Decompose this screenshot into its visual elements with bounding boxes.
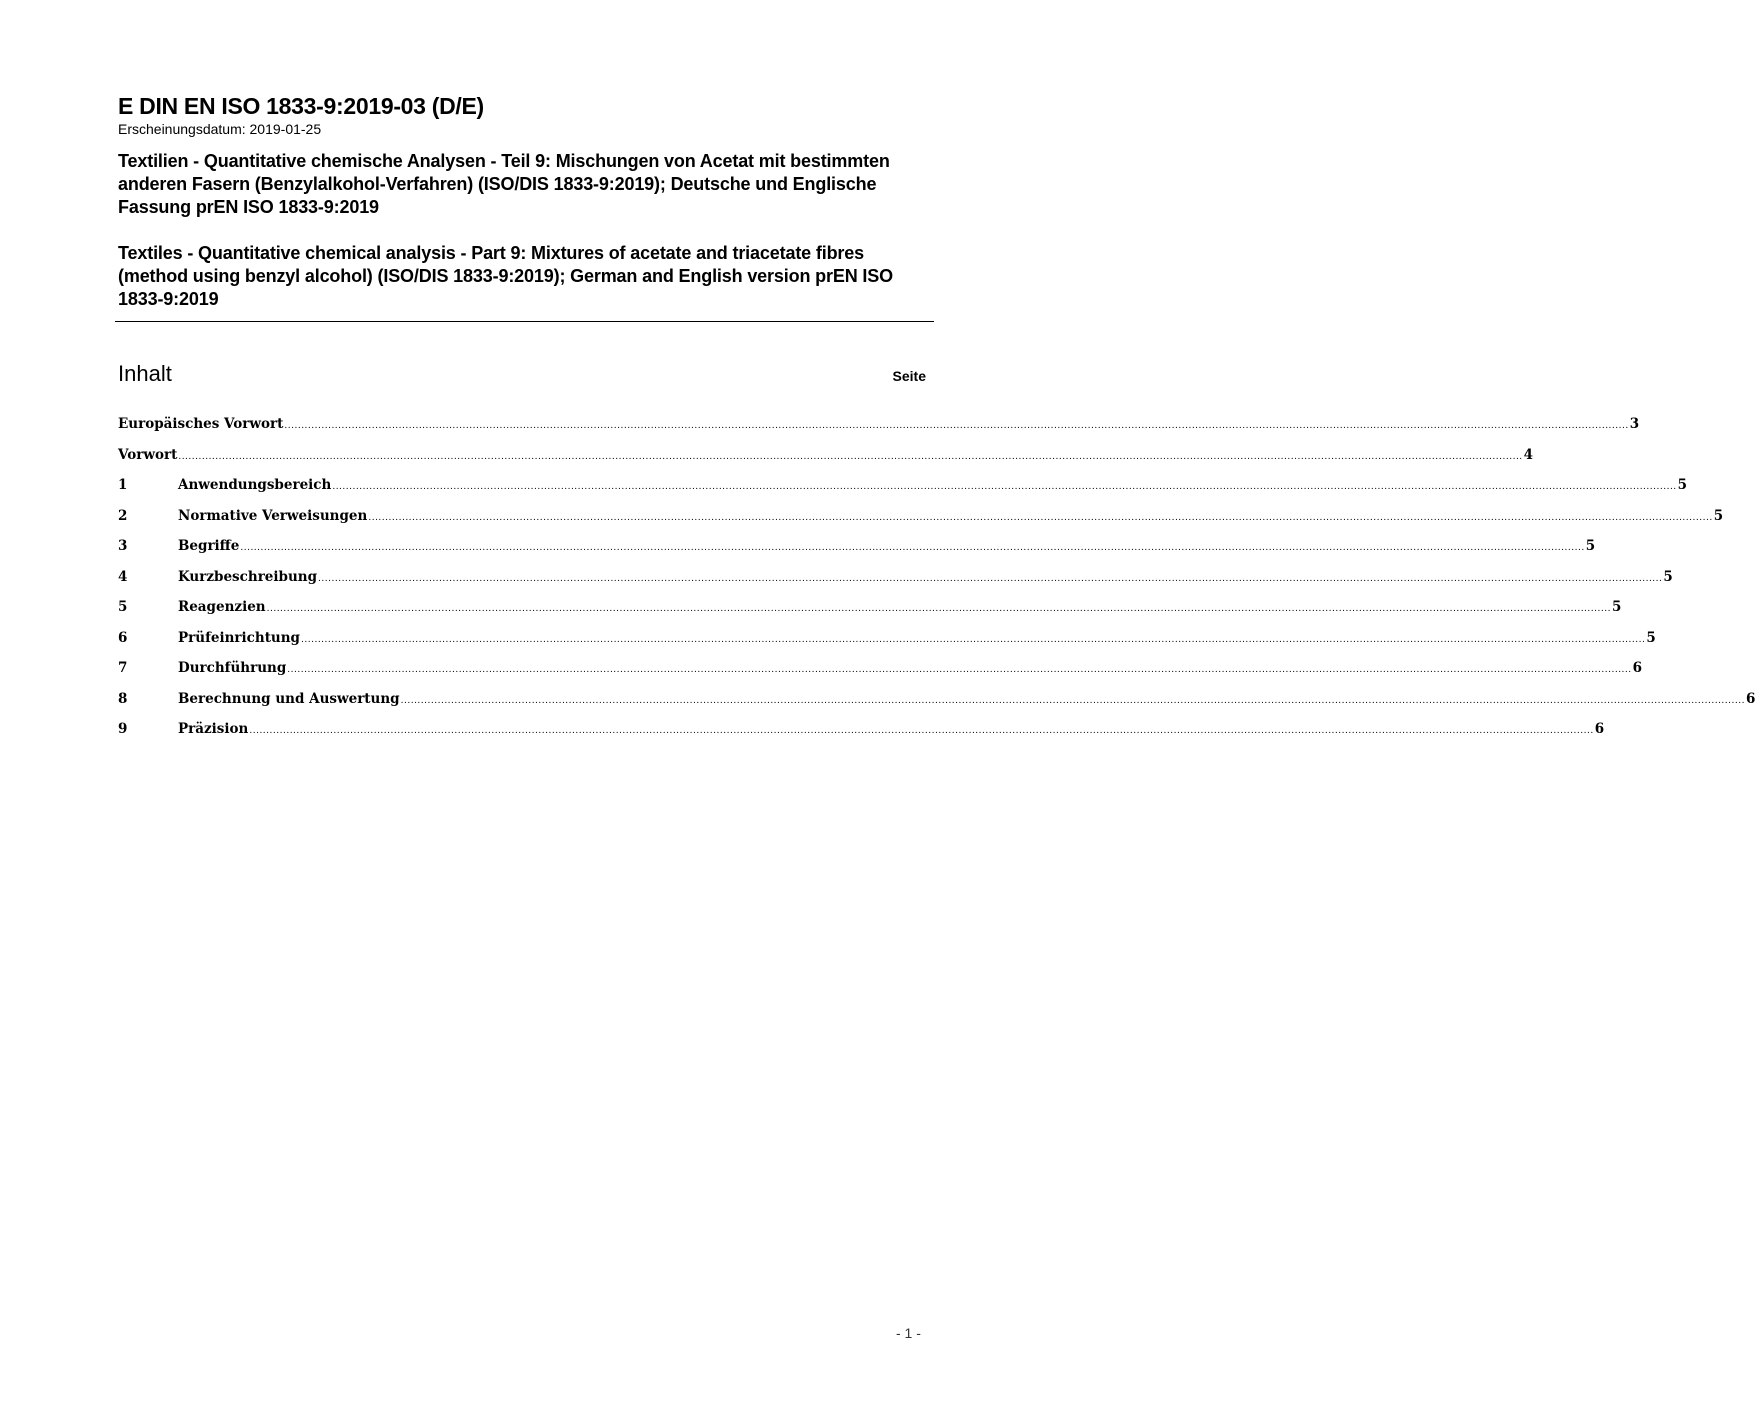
toc-entry-title: Berechnung und Auswertung — [178, 690, 400, 707]
toc-entry-title: Durchführung — [178, 660, 287, 676]
toc-page-label: Seite — [892, 368, 926, 384]
toc-dot-leader: ................................................................................................................................................................................................................................................................................................................................................................................................................ — [287, 665, 1632, 675]
toc-entry-7[interactable] — [118, 660, 1643, 691]
toc-entry-number: 3 — [118, 538, 128, 554]
toc-entry-number: 4 — [118, 568, 128, 585]
toc-entry-title: Reagenzien — [178, 599, 266, 615]
toc-entry-9[interactable] — [118, 721, 1605, 752]
toc-dot-leader: ................................................................................................................................................................................................................................................................................................................................................................................................................ — [318, 573, 1663, 584]
toc-entry-foreword[interactable] — [118, 446, 1534, 478]
toc-entry-title: Kurzbeschreibung — [178, 568, 318, 585]
toc-entry-number: 5 — [118, 599, 128, 615]
toc-entry-8[interactable] — [118, 690, 1755, 722]
toc-entry-page: 5 — [1713, 507, 1724, 524]
toc-entry-page: 5 — [1611, 599, 1622, 615]
toc-entry-title: Begriffe — [178, 538, 240, 554]
document-header — [118, 92, 934, 311]
toc-entry-2[interactable] — [118, 507, 1724, 539]
toc-dot-leader: ................................................................................................................................................................................................................................................................................................................................................................................................................ — [249, 726, 1594, 736]
toc-entry-number: 1 — [118, 477, 128, 493]
toc-entry-title: Normative Verweisungen — [178, 507, 368, 524]
toc-dot-leader: ................................................................................................................................................................................................................................................................................................................................................................................................................ — [368, 512, 1713, 523]
toc-entry-title: Prüfeinrichtung — [178, 629, 301, 646]
toc-entry-title: Vorwort — [118, 446, 178, 463]
toc-dot-leader: ................................................................................................................................................................................................................................................................................................................................................................................................................ — [178, 451, 1523, 462]
toc-header — [118, 361, 926, 387]
toc-entry-page: 3 — [1629, 416, 1640, 432]
toc-dot-leader: ................................................................................................................................................................................................................................................................................................................................................................................................................ — [301, 634, 1646, 645]
table-of-contents — [118, 416, 1755, 752]
toc-entry-4[interactable] — [118, 568, 1673, 600]
toc-entry-page: 5 — [1585, 538, 1596, 554]
toc-entry-number: 8 — [118, 690, 128, 707]
toc-entry-title: Präzision — [178, 721, 249, 737]
toc-entry-page: 5 — [1646, 629, 1656, 646]
document-number: E DIN EN ISO 1833-9:2019-03 (D/E) — [118, 93, 484, 119]
title-german: Textilien - Quantitative chemische Analysen - Teil 9: Mischungen von Acetat mit bestimmten anderen Fasern (Benzylalkohol-Verfahren) (ISO/DIS 1833-9:2019); Deutsche und Englische Fassung prEN ISO 1833-9:2019 — [118, 151, 890, 217]
toc-entry-3[interactable] — [118, 538, 1596, 569]
toc-entry-6[interactable] — [118, 629, 1656, 661]
toc-entry-title: Anwendungsbereich — [178, 477, 332, 493]
toc-entry-number: 9 — [118, 721, 128, 737]
toc-dot-leader: ................................................................................................................................................................................................................................................................................................................................................................................................................ — [284, 421, 1629, 431]
toc-dot-leader: ................................................................................................................................................................................................................................................................................................................................................................................................................ — [400, 695, 1745, 706]
toc-entry-1[interactable] — [118, 477, 1688, 508]
toc-entry-title: Europäisches Vorwort — [118, 416, 284, 432]
title-english: Textiles - Quantitative chemical analysis - Part 9: Mixtures of acetate and triacetate fibres (method using benzyl alcohol) (ISO/DIS 1833-9:2019); German and English version prEN ISO 1833-9:2019 — [118, 243, 893, 309]
toc-dot-leader: ................................................................................................................................................................................................................................................................................................................................................................................................................ — [332, 482, 1677, 492]
toc-heading: Inhalt — [118, 361, 172, 386]
toc-dot-leader: ................................................................................................................................................................................................................................................................................................................................................................................................................ — [240, 543, 1585, 553]
publication-date: Erscheinungsdatum: 2019-01-25 — [118, 121, 322, 137]
toc-entry-number: 2 — [118, 507, 128, 524]
toc-entry-page: 6 — [1745, 690, 1755, 707]
toc-entry-number: 7 — [118, 660, 128, 676]
header-divider — [115, 321, 934, 322]
toc-entry-european-foreword[interactable] — [118, 416, 1640, 447]
toc-entry-page: 6 — [1632, 660, 1643, 676]
toc-entry-number: 6 — [118, 629, 128, 646]
toc-entry-5[interactable] — [118, 599, 1622, 630]
toc-entry-page: 4 — [1523, 446, 1534, 463]
toc-entry-page: 5 — [1663, 568, 1673, 585]
toc-entry-page: 5 — [1677, 477, 1688, 493]
page-number: - 1 - — [896, 1325, 921, 1341]
toc-dot-leader: ................................................................................................................................................................................................................................................................................................................................................................................................................ — [266, 604, 1611, 614]
toc-entry-page: 6 — [1594, 721, 1605, 737]
